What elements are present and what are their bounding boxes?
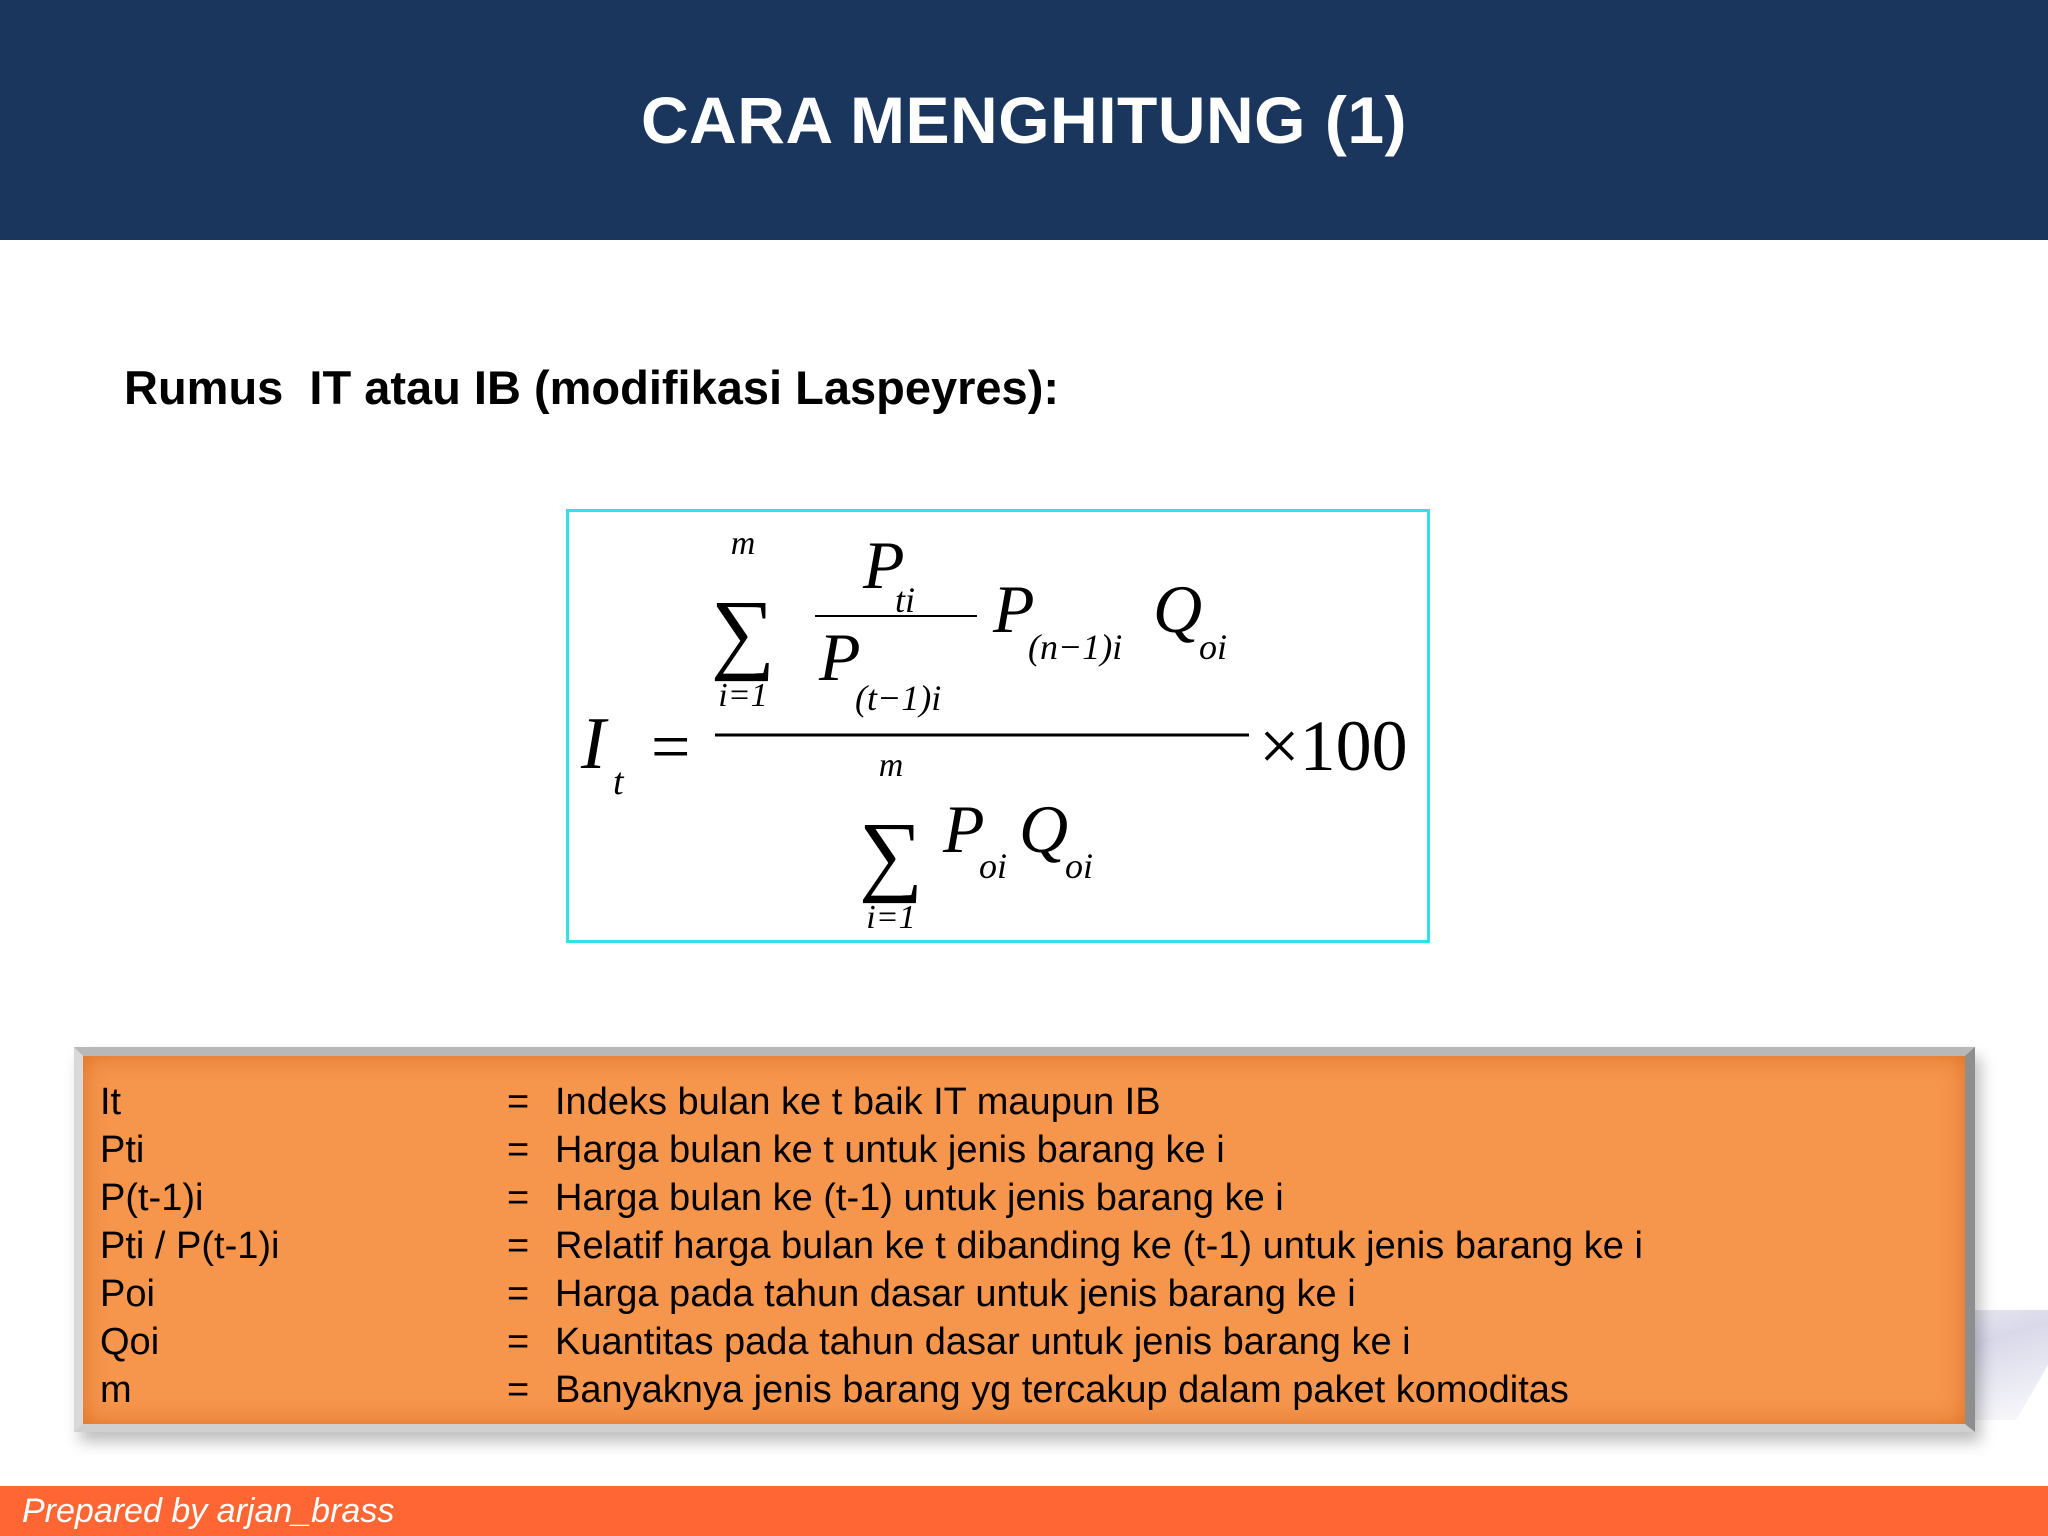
lhs-sub: t (613, 761, 624, 803)
footer-credit: Prepared by arjan_brass (22, 1492, 395, 1530)
den-q-sub: oi (1065, 846, 1094, 886)
legend-description: Banyaknya jenis barang yg tercakup dalam paket komoditas (555, 1369, 1569, 1411)
sum-upper-limit-bottom: m (878, 747, 904, 784)
term-q: Q (1153, 571, 1203, 647)
formula-svg (569, 512, 1433, 946)
frac-num-p: P (863, 527, 905, 603)
equals-sign: = (651, 709, 691, 786)
den-q: Q (1019, 791, 1069, 867)
footer-bar (0, 1486, 2048, 1536)
title-bar (0, 0, 2048, 240)
times-100: ×100 (1259, 706, 1408, 786)
legend-symbol: m (100, 1369, 132, 1411)
legend-description: Relatif harga bulan ke t dibanding ke (t-1) untuk jenis barang ke i (555, 1225, 1643, 1267)
legend-description: Harga bulan ke t untuk jenis barang ke i (555, 1129, 1225, 1171)
legend-equals: = (507, 1129, 530, 1171)
den-p: P (943, 791, 985, 867)
legend-equals: = (507, 1081, 530, 1123)
legend-description: Harga pada tahun dasar untuk jenis barang ke i (555, 1273, 1356, 1315)
legend-equals: = (507, 1177, 530, 1219)
slide-title: CARA MENGHITUNG (1) (640, 83, 1408, 157)
frac-num-sub: ti (895, 580, 916, 620)
legend-description: Indeks bulan ke t baik IT maupun IB (555, 1081, 1161, 1123)
term-p: P (993, 571, 1035, 647)
legend-symbol: Poi (100, 1273, 155, 1315)
legend-description: Kuantitas pada tahun dasar untuk jenis barang ke i (555, 1321, 1411, 1363)
variable-legend (74, 1047, 1975, 1432)
legend-equals: = (507, 1225, 530, 1267)
legend-symbol: P(t-1)i (100, 1177, 204, 1219)
legend-symbol: Qoi (100, 1321, 160, 1363)
sigma-bottom-icon: ∑ (858, 805, 924, 904)
formula-heading: Rumus IT atau IB (modifikasi Laspeyres): (124, 361, 1059, 414)
legend-equals: = (507, 1273, 530, 1315)
sum-lower-limit-bottom: i=1 (866, 899, 916, 936)
sum-upper-limit-top: m (730, 525, 756, 562)
term-p-sub: (n−1)i (1028, 627, 1123, 667)
legend-symbol: Pti (100, 1129, 145, 1171)
legend-symbol: It (100, 1081, 122, 1123)
legend-description: Harga bulan ke (t-1) untuk jenis barang ke i (555, 1177, 1284, 1219)
sum-lower-limit-top: i=1 (718, 677, 768, 714)
frac-den-sub: (t−1)i (855, 678, 942, 718)
formula-box (566, 509, 1430, 943)
legend-symbol: Pti / P(t-1)i (100, 1225, 280, 1267)
sigma-top-icon: ∑ (710, 583, 776, 682)
lhs-i: I (581, 703, 606, 785)
frac-den-p: P (819, 619, 861, 695)
den-p-sub: oi (979, 846, 1008, 886)
term-q-sub: oi (1199, 627, 1228, 667)
legend-equals: = (507, 1369, 530, 1411)
legend-equals: = (507, 1321, 530, 1363)
